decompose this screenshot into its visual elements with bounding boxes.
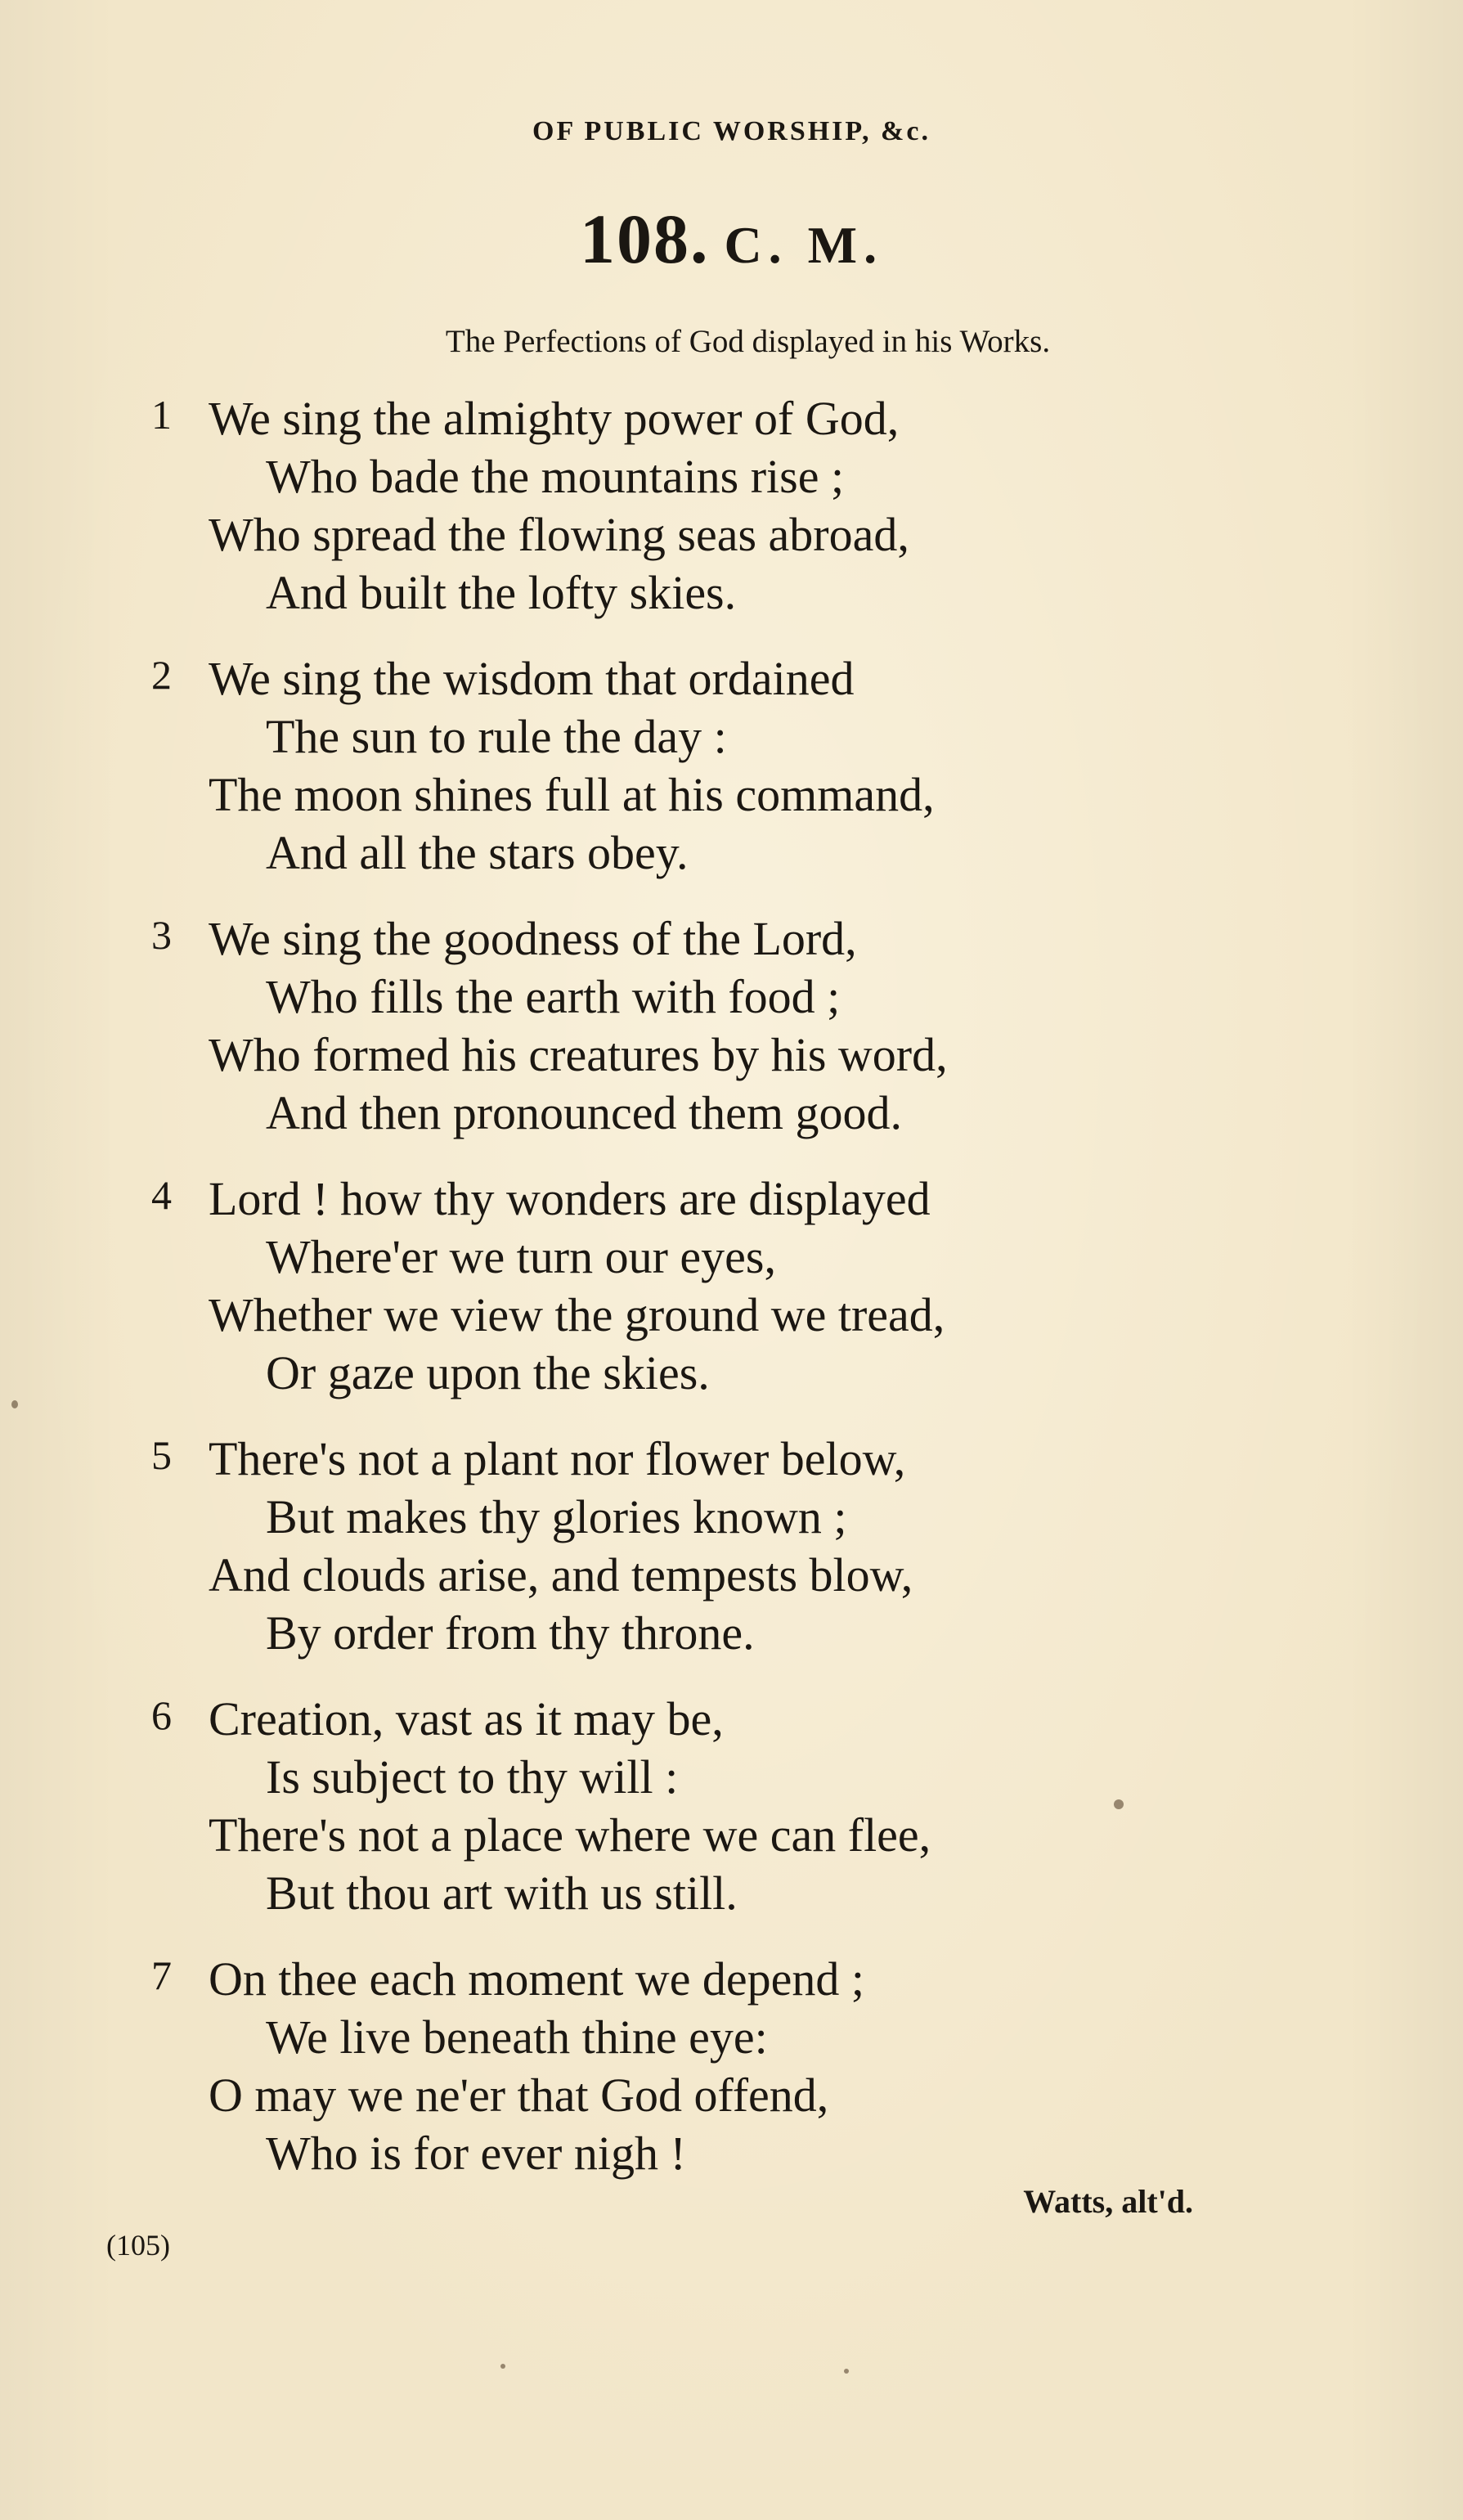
verse-line: There's not a place where we can flee, [209, 1808, 931, 1862]
verse-line: Is subject to thy will : [266, 1750, 679, 1804]
paper-speck [844, 2369, 849, 2374]
verse-line: And built the lofty skies. [266, 566, 737, 619]
verse-line: We sing the almighty power of God, [209, 392, 900, 445]
verse-line: On thee each moment we depend ; [209, 1952, 865, 2006]
verse-line: Who formed his creatures by his word, [209, 1028, 948, 1081]
hymn-meter: C. M. [724, 216, 884, 274]
stanza [151, 1430, 1214, 1662]
verse-line: Who is for ever nigh ! [266, 2127, 686, 2180]
verse-line: Whether we view the ground we tread, [209, 1288, 945, 1341]
stanza-number: 3 [151, 912, 172, 958]
verse-line: We live beneath thine eye: [266, 2010, 768, 2064]
verse-line: By order from thy throne. [266, 1606, 755, 1660]
stanza [151, 649, 1214, 882]
stanza-number: 7 [151, 1952, 172, 1998]
verse-line: There's not a plant nor flower below, [209, 1432, 906, 1485]
paper-speck [11, 1400, 18, 1408]
stanza-number: 4 [151, 1172, 172, 1218]
verse-line: And all the stars obey. [266, 826, 689, 879]
stanza-number: 2 [151, 652, 172, 698]
verse-line: Or gaze upon the skies. [266, 1346, 710, 1399]
verse-line: We sing the wisdom that ordained [209, 652, 855, 705]
verse-line: Who bade the mountains rise ; [266, 450, 845, 503]
verse-line: Who fills the earth with food ; [266, 970, 841, 1023]
verse-line: The sun to rule the day : [266, 710, 727, 763]
stanza-list [151, 389, 1214, 2210]
stanza [151, 1950, 1214, 2182]
hymn-attribution: Watts, alt'd. [1023, 2183, 1193, 2220]
paper-speck [1114, 1799, 1124, 1809]
running-head: OF PUBLIC WORSHIP, &c. [532, 116, 931, 146]
stanza [151, 1690, 1214, 1922]
verse-line: Who spread the flowing seas abroad, [209, 508, 909, 561]
stanza [151, 910, 1214, 1142]
stanza [151, 389, 1214, 622]
verse-line: And then pronounced them good. [266, 1086, 903, 1139]
hymn-subtitle: The Perfections of God displayed in his Works. [445, 324, 1051, 359]
verse-line: Where'er we turn our eyes, [266, 1230, 776, 1283]
hymn-number: 108. [579, 200, 710, 278]
verse-line: We sing the goodness of the Lord, [209, 912, 857, 965]
verse-line: The moon shines full at his command, [209, 768, 935, 821]
verse-line: Creation, vast as it may be, [209, 1692, 724, 1745]
verse-line: Lord ! how thy wonders are displayed [209, 1172, 931, 1225]
verse-line: O may we ne'er that God offend, [209, 2069, 829, 2122]
paper-speck [500, 2364, 505, 2369]
page-number: (105) [106, 2229, 170, 2262]
stanza [151, 1170, 1214, 1402]
stanza-number: 1 [151, 392, 172, 438]
stanza-number: 5 [151, 1432, 172, 1478]
verse-line: And clouds arise, and tempests blow, [209, 1548, 913, 1601]
hymn-title [0, 198, 1463, 280]
stanza-number: 6 [151, 1692, 172, 1738]
verse-line: But makes thy glories known ; [266, 1490, 847, 1543]
verse-line: But thou art with us still. [266, 1866, 738, 1920]
